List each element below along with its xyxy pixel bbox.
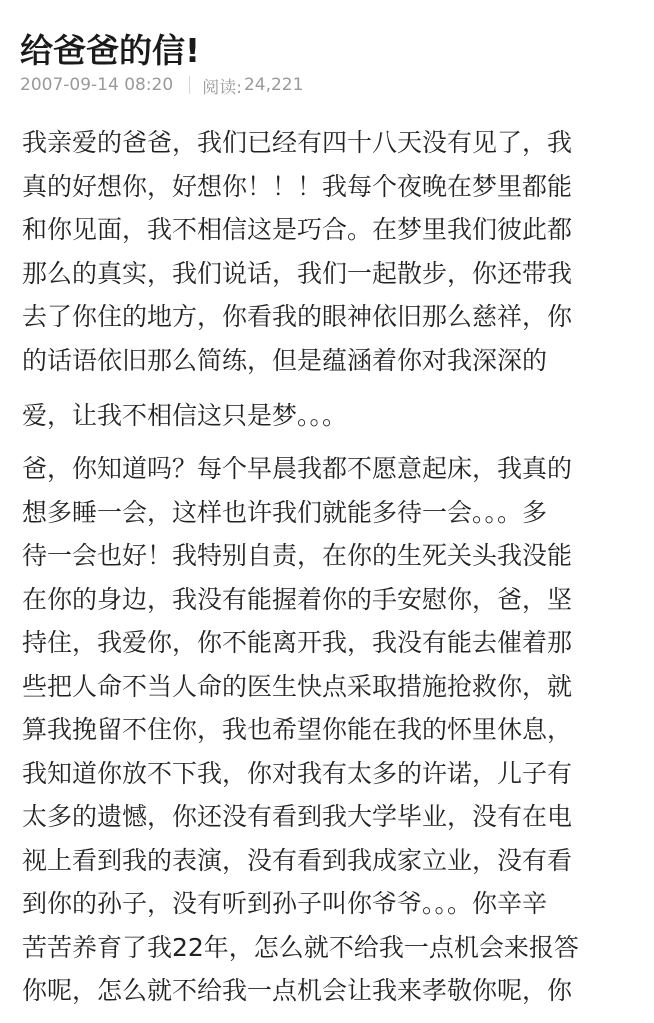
paragraph-1 <box>22 121 638 382</box>
meta-divider <box>189 76 190 94</box>
text-line: 你呢，怎么就不给我一点机会让我来孝敬你呢，你 <box>22 976 573 1005</box>
text-line: 那么的真实，我们说话，我们一起散步，你还带我 <box>22 258 573 288</box>
text-line: 些把人命不当人命的医生快点采取措施抢救你，就 <box>22 671 573 701</box>
text-line: 想多睡一会，这样也许我们就能多待一会。。。多 <box>22 497 548 527</box>
text-line: 和你见面，我不相信这是巧合。在梦里我们彼此都 <box>22 215 573 244</box>
text-line: 我亲爱的爸爸，我们已经有四十八天没有见了，我 <box>22 128 573 157</box>
text-line: 我知道你放不下我，你对我有太多的许诺，儿子有 <box>22 758 573 788</box>
publish-date: 2007-09-14 08:20 <box>20 75 174 95</box>
text-line: 真的好想你，好想你！！！我每个夜晚在梦里都能 <box>22 171 573 201</box>
paragraph-2 <box>22 447 638 1013</box>
text-line: 苦苦养育了我22年，怎么就不给我一点机会来报答 <box>22 932 579 962</box>
read-count: 24,221 <box>243 75 304 95</box>
text-line: 在你的身边，我没有能握着你的手安慰你，爸，坚 <box>22 584 573 614</box>
article-meta <box>20 73 303 97</box>
text-line: 的话语依旧那么简练，但是蕴涵着你对我深深的 <box>22 345 548 375</box>
text-line: 到你的孙子，没有听到孙子叫你爷爷。。。你辛辛 <box>22 889 548 918</box>
text-line: 爱，让我不相信这只是梦。。。 <box>22 401 348 430</box>
text-line: 去了你住的地方，你看我的眼神依旧那么慈祥，你 <box>22 302 573 331</box>
text-line: 爸，你知道吗？每个早晨我都不愿意起床，我真的 <box>22 454 573 483</box>
text-line: 视上看到我的表演，没有看到我成家立业，没有看 <box>22 845 573 875</box>
paragraph-1-tail <box>22 394 638 438</box>
text-line: 持住，我爱你，你不能离开我，我没有能去催着那 <box>22 628 573 657</box>
text-line: 太多的遗憾，你还没有看到我大学毕业，没有在电 <box>22 802 573 831</box>
text-line: 待一会也好！我特别自责，在你的生死关头我没能 <box>22 541 573 570</box>
article-title: 给爸爸的信! <box>20 31 201 71</box>
read-count-label: 阅读: <box>202 77 242 98</box>
text-line: 算我挽留不住你，我也希望你能在我的怀里休息， <box>22 715 573 744</box>
